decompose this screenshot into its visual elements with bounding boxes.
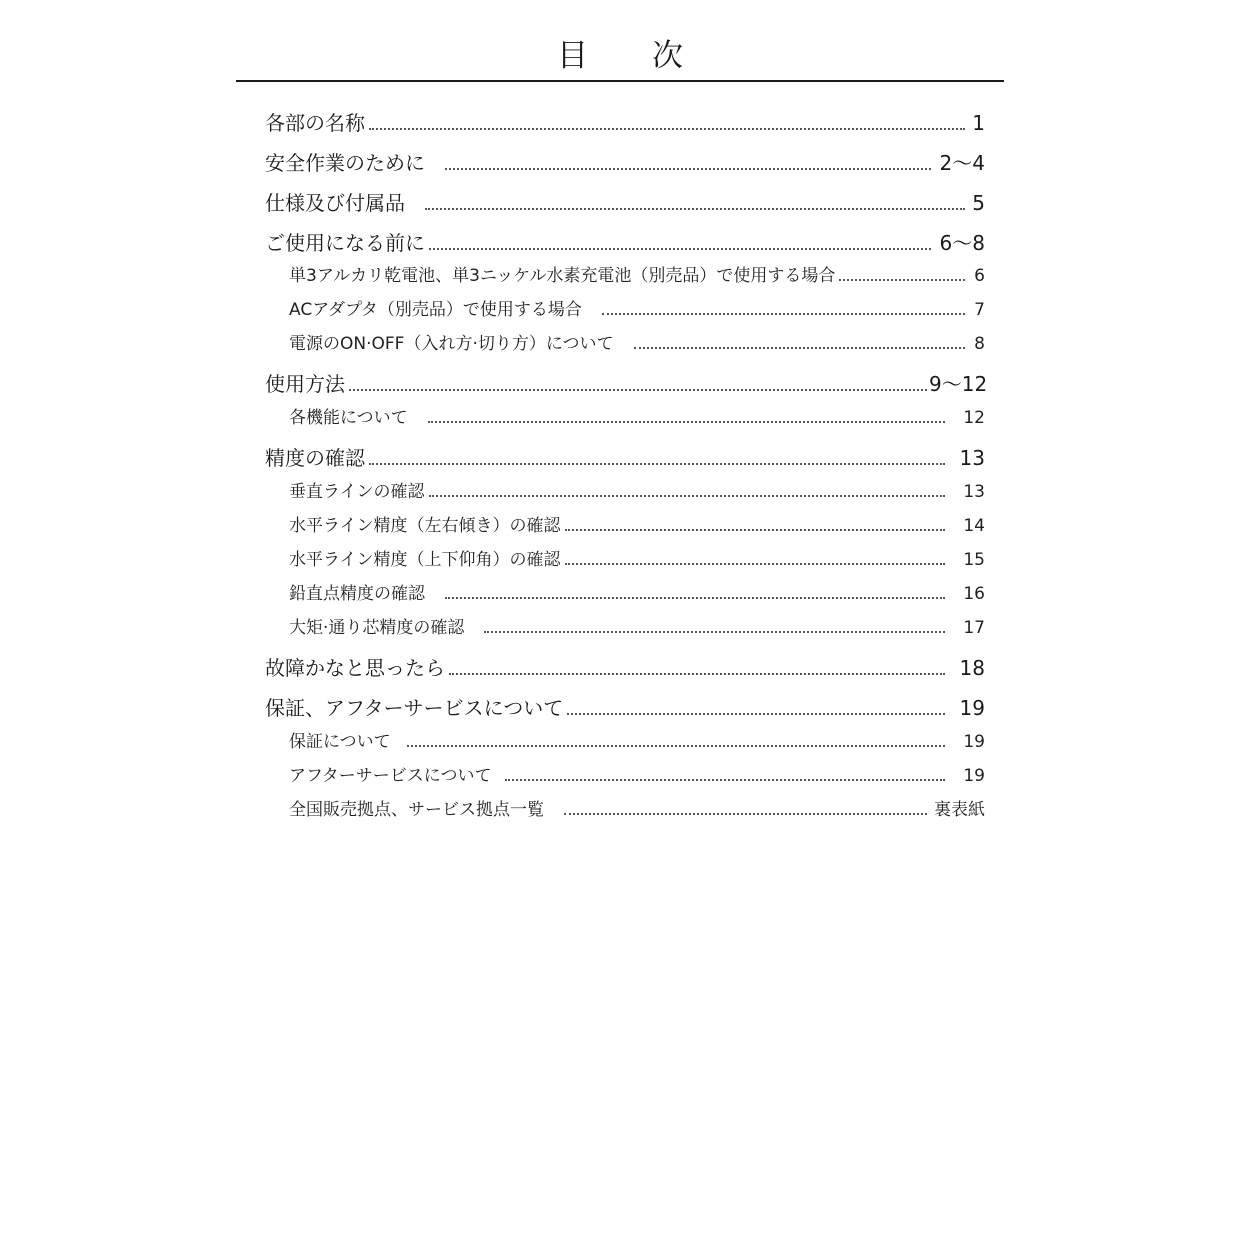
toc-entry-page: 13 — [963, 482, 985, 502]
dot-leader — [839, 279, 965, 281]
dot-leader — [429, 495, 946, 497]
toc-entry-functions[interactable] — [289, 407, 985, 429]
toc-entry-plumb-point[interactable] — [289, 583, 985, 605]
toc-entry-batteries[interactable] — [289, 265, 985, 287]
toc-entry-page: 2〜4 — [939, 151, 985, 175]
toc-entry-page: 裏表紙 — [934, 800, 985, 820]
toc-entry-page: 12 — [963, 408, 985, 428]
page-title-char-1: 目 — [557, 38, 588, 74]
toc-entry-accuracy[interactable] — [265, 445, 985, 471]
toc-entry-page: 19 — [963, 766, 985, 786]
dot-leader — [565, 563, 946, 565]
dot-leader — [429, 248, 931, 250]
toc-entry-label: 垂直ラインの確認 — [289, 482, 425, 502]
toc-entry-horizontal-tilt[interactable] — [289, 515, 985, 537]
toc-entry-warranty-service[interactable] — [265, 695, 985, 721]
toc-entry-before-use[interactable] — [265, 230, 985, 256]
dot-leader — [564, 813, 927, 815]
toc-entry-right-angle[interactable] — [289, 617, 985, 639]
toc-entry-usage[interactable] — [265, 371, 988, 397]
toc-entry-page: 16 — [963, 584, 985, 604]
toc-entry-vertical-line[interactable] — [289, 481, 985, 503]
dot-leader — [369, 463, 945, 465]
dot-leader — [505, 779, 945, 781]
toc-entry-page: 5 — [972, 191, 985, 215]
toc-entry-troubleshooting[interactable] — [265, 655, 985, 681]
toc-entry-after-service[interactable] — [289, 765, 985, 787]
dot-leader — [484, 631, 945, 633]
dot-leader — [634, 347, 965, 349]
dot-leader — [445, 597, 945, 599]
toc-entry-page: 7 — [974, 300, 985, 320]
toc-entry-page: 19 — [959, 696, 985, 720]
toc-entry-page: 6 — [974, 266, 985, 286]
toc-entry-label: 水平ライン精度（上下仰角）の確認 — [289, 550, 561, 570]
toc-entry-page: 6〜8 — [939, 231, 985, 255]
dot-leader — [602, 313, 965, 315]
toc-entry-warranty[interactable] — [289, 731, 985, 753]
toc-entry-label: ご使用になる前に — [265, 231, 425, 255]
toc-entry-label: 鉛直点精度の確認 — [289, 584, 425, 604]
toc-entry-label: 精度の確認 — [265, 446, 365, 470]
toc-entry-page: 18 — [959, 656, 985, 680]
toc-entry-label: 各機能について — [289, 408, 408, 428]
page-title-char-2: 次 — [652, 38, 683, 74]
toc-entry-label: 使用方法 — [265, 372, 345, 396]
toc-entry-label: 単3アルカリ乾電池、単3ニッケル水素充電池（別売品）で使用する場合 — [289, 266, 836, 286]
dot-leader — [349, 389, 927, 391]
toc-entry-label: ACアダプタ（別売品）で使用する場合 — [289, 300, 582, 320]
toc-entry-page: 1 — [972, 111, 985, 135]
toc-entry-label: 仕様及び付属品 — [265, 191, 405, 215]
toc-entry-label: 全国販売拠点、サービス拠点一覧 — [289, 800, 544, 820]
dot-leader — [567, 713, 945, 715]
dot-leader — [407, 745, 945, 747]
dot-leader — [449, 673, 945, 675]
toc-entry-label: 大矩·通り芯精度の確認 — [289, 618, 465, 638]
toc-entry-label: アフターサービスについて — [289, 766, 492, 786]
toc-entry-page: 8 — [974, 334, 985, 354]
toc-entry-power-on-off[interactable] — [289, 333, 985, 355]
toc-entry-parts-names[interactable] — [265, 110, 985, 136]
toc-entry-service-locations[interactable] — [289, 799, 985, 821]
toc-entry-page: 15 — [963, 550, 985, 570]
toc-entry-label: 安全作業のために — [265, 151, 425, 175]
toc-entry-safety[interactable] — [265, 150, 985, 176]
dot-leader — [428, 421, 945, 423]
toc-entry-page: 17 — [963, 618, 985, 638]
toc-entry-label: 故障かなと思ったら — [265, 656, 445, 680]
toc-entry-label: 水平ライン精度（左右傾き）の確認 — [289, 516, 561, 536]
toc-entry-label: 各部の名称 — [265, 111, 365, 135]
toc-entry-page: 19 — [963, 732, 985, 752]
dot-leader — [369, 128, 965, 130]
toc-entry-page: 9〜12 — [929, 372, 988, 396]
toc-entry-page: 13 — [959, 446, 985, 470]
toc-entry-label: 電源のON·OFF（入れ方·切り方）について — [289, 334, 614, 354]
toc-entry-specs[interactable] — [265, 190, 985, 216]
dot-leader — [425, 208, 965, 210]
dot-leader — [565, 529, 946, 531]
toc-entry-page: 14 — [963, 516, 985, 536]
toc-entry-label: 保証、アフターサービスについて — [265, 696, 564, 720]
toc-entry-horizontal-elevation[interactable] — [289, 549, 985, 571]
toc-entry-ac-adapter[interactable] — [289, 299, 985, 321]
toc-entry-label: 保証について — [289, 732, 391, 752]
dot-leader — [445, 168, 931, 170]
